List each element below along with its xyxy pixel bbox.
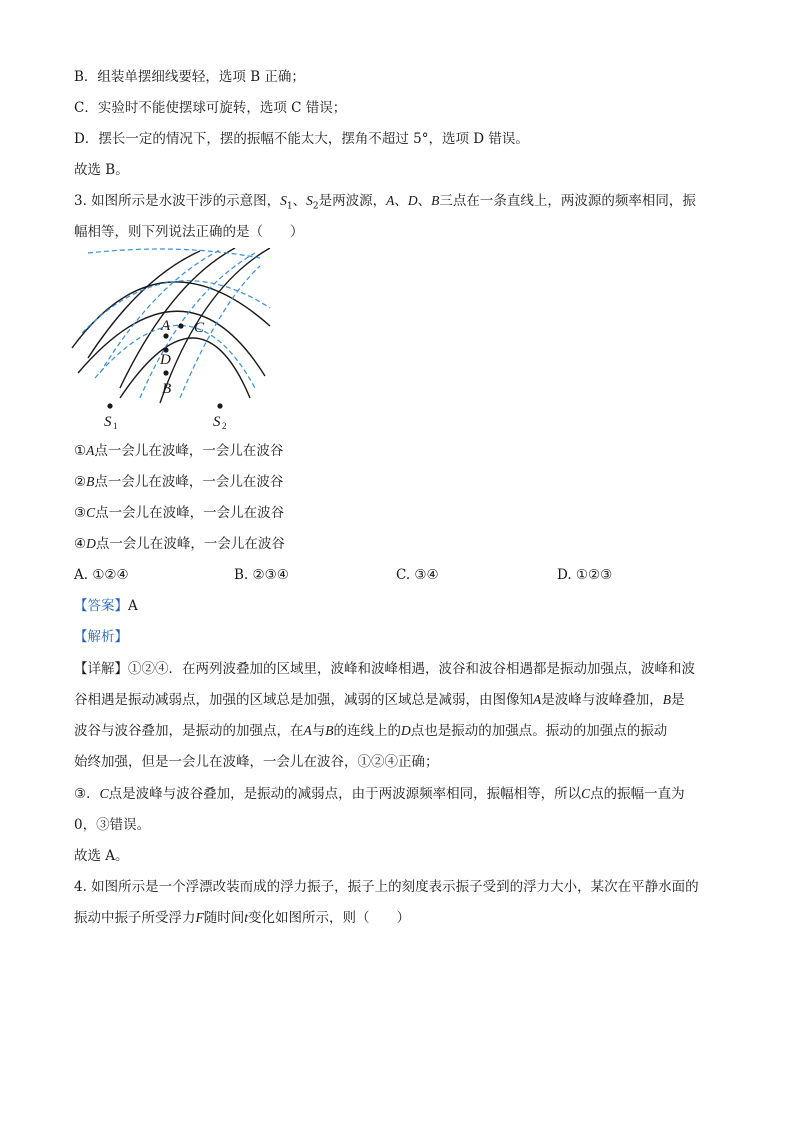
answer-value: A [128,598,138,614]
detail-line-4: 始终加强，但是一会儿在波峰，一会儿在波谷，①②④正确； [74,754,439,770]
source-s2 [217,403,222,408]
choice-c: C. ③④ [396,567,439,583]
answer-line [74,597,138,615]
q3-conclusion: 故选 A。 [74,848,129,864]
wave-troughs [82,249,270,398]
wave-crests [72,248,270,403]
label-a: A [161,318,171,334]
q4-stem-line2: 振动中振子所受浮力F随时间t变化如图所示，则（ ） [74,910,411,926]
statement-4: ④D点一会儿在波峰，一会儿在波谷 [74,536,285,552]
statement-1: ①A点一会儿在波峰，一会儿在波谷 [74,443,284,459]
choice-b: B. ②③④ [234,567,289,583]
prev-option-d: D．摆长一定的情况下，摆的振幅不能太大，摆角不超过 5°，选项 D 错误。 [74,131,529,147]
crest-arc-s1-2 [120,248,235,388]
label-s2-sub: 2 [222,421,227,431]
analysis-tag: 【解析】 [74,629,128,645]
label-s1: S [104,414,112,430]
prev-option-b: B．组装单摆细线要轻，选项 B 正确； [74,69,305,85]
q3-stem-line2: 幅相等，则下列说法正确的是（ ） [74,224,304,240]
detail-line-1: 【详解】①②④．在两列波叠加的区域里，波峰和波峰相遇，波谷和波谷相遇都是振动加强点，波峰和波 [74,661,695,677]
trough-arc-s2-1 [88,249,260,258]
label-s1-sub: 1 [113,421,118,431]
point-b [163,370,168,375]
label-d: D [160,352,171,368]
wave-interference-figure [60,248,280,433]
answer-tag: 【答案】 [74,598,128,614]
detail-line-2: 谷相遇是振动减弱点，加强的区域总是加强，减弱的区域总是减弱，由图像知A是波峰与波峰叠加，B是 [74,692,685,708]
detail-line-6: 0，③错误。 [74,817,151,833]
q4-stem-line1: 4. 如图所示是一个浮漂改装而成的浮力振子，振子上的刻度表示振子受到的浮力大小，某次在平静水面的 [74,879,699,895]
statement-3: ③C点一会儿在波峰，一会儿在波谷 [74,505,285,521]
label-s2: S [213,414,221,430]
point-c [178,323,183,328]
choice-d: D. ①②③ [557,567,613,583]
label-c: C [194,320,205,336]
prev-option-c: C．实验时不能使摆球可旋转，选项 C 错误； [74,100,347,116]
crest-arc-s2-3 [120,338,250,398]
point-a [163,333,168,338]
label-b: B [162,381,172,397]
prev-conclusion: 故选 B。 [74,162,129,178]
detail-line-5: ③．C点是波峰与波谷叠加，是振动的减弱点，由于两波源频率相同，振幅相等，所以C点的振幅一直为 [74,786,685,802]
q3-stem-line1: 3. 如图所示是水波干涉的示意图，$S_1$、$S_2$是两波源，A、D、B三点在一条直线上，两波源的频率相同，振 [74,193,696,212]
statement-2: ②B点一会儿在波峰，一会儿在波谷 [74,474,284,490]
choice-a: A. ①②④ [74,567,129,583]
source-s1 [107,403,112,408]
detail-line-3: 波谷与波谷叠加，是振动的加强点，在A与B的连线上的D点也是振动的加强点。振动的加强点的振动 [74,723,668,739]
